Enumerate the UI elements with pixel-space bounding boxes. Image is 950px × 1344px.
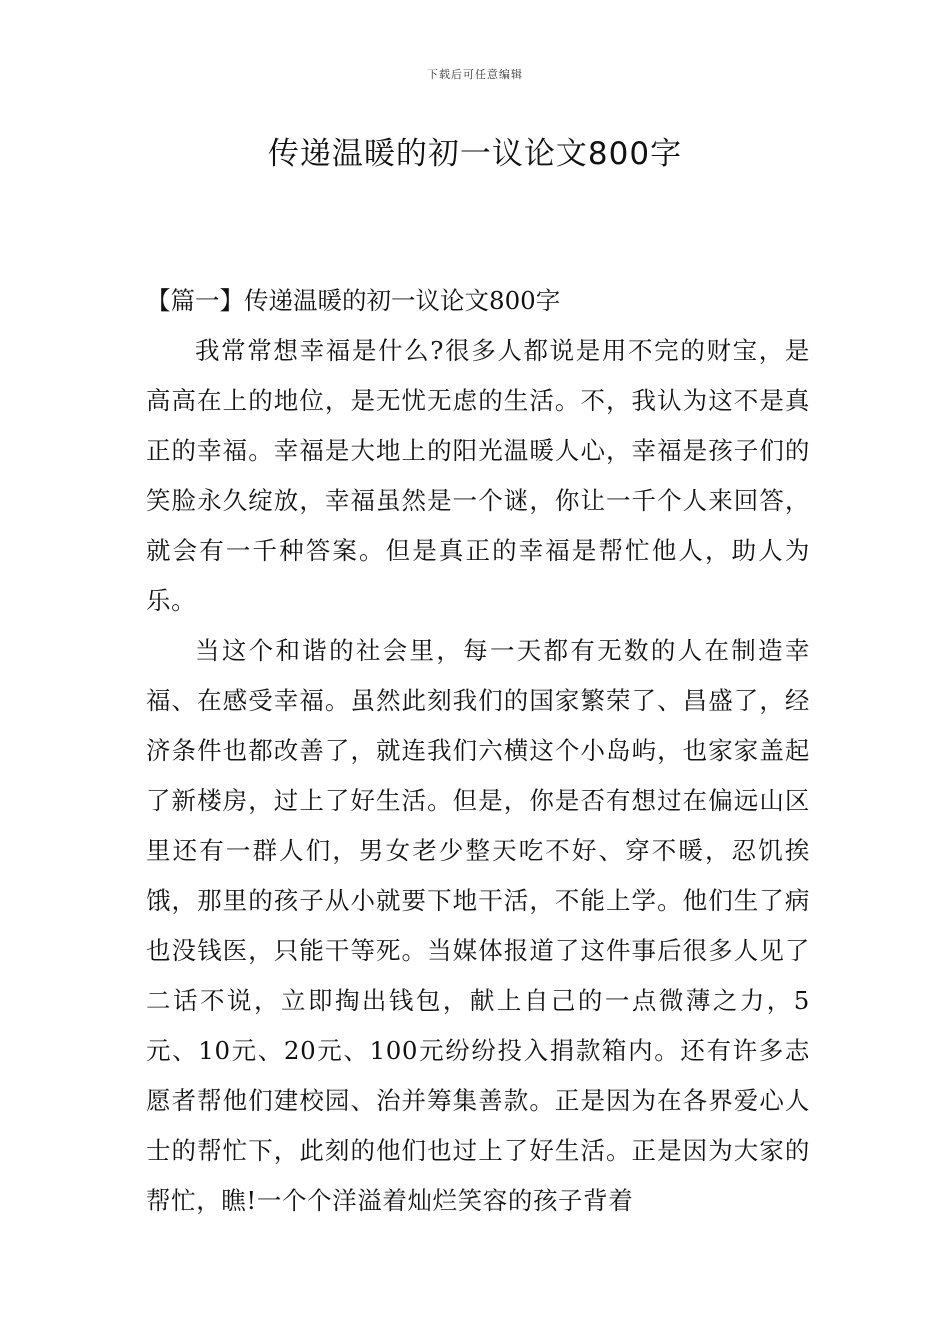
header-note: 下载后可任意编辑	[427, 68, 523, 81]
document-body	[146, 276, 810, 1226]
document-title: 传递温暖的初一议论文800字	[267, 136, 683, 172]
paragraph: 我常常想幸福是什么?很多人都说是用不完的财宝，是高高在上的地位，是无忧无虑的生活。不，我认为这不是真正的幸福。幸福是大地上的阳光温暖人心，幸福是孩子们的笑脸永久绽放，幸福虽然是一个谜，你让一千个人来回答，就会有一千种答案。但是真正的幸福是帮忙他人，助人为乐。	[146, 336, 810, 615]
section-heading: 【篇一】传递温暖的初一议论文800字	[146, 286, 561, 315]
paragraph: 当这个和谐的社会里，每一天都有无数的人在制造幸福、在感受幸福。虽然此刻我们的国家繁荣了、昌盛了，经济条件也都改善了，就连我们六横这个小岛屿，也家家盖起了新楼房，过上了好生活。但是，你是否有想过在偏远山区里还有一群人们，男女老少整天吃不好、穿不暖，忍饥挨饿，那里的孩子从小就要下地干活，不能上学。他们生了病也没钱医，只能干等死。当媒体报道了这件事后很多人见了二话不说，立即掏出钱包，献上自己的一点微薄之力，5元、10元、20元、100元纷纷投入捐款箱内。还有许多志愿者帮他们建校园、治并筹集善款。正是因为在各界爱心人士的帮忙下，此刻的他们也过上了好生活。正是因为大家的帮忙，瞧!一个个洋溢着灿烂笑容的孩子背着	[146, 636, 810, 1215]
